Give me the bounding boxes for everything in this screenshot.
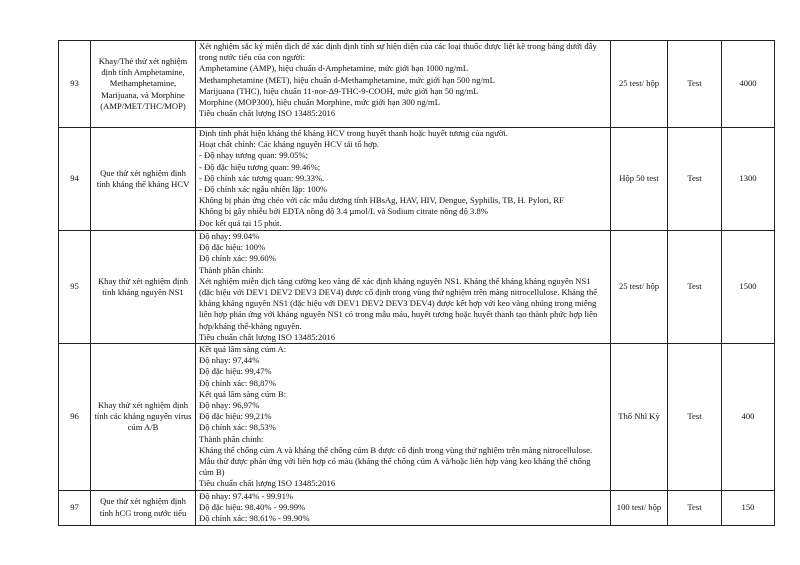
description-line: Đọc kết quả tại 15 phút. [199, 217, 282, 228]
description-line: Thành phần chính: [199, 264, 264, 275]
unit: Test [668, 344, 722, 491]
row-number: 94 [59, 128, 91, 231]
product-name: Que thử xét nghiệm định tính kháng thể kháng HCV [91, 128, 196, 231]
row-number: 97 [59, 490, 91, 525]
table-row [59, 41, 775, 128]
row-number: 95 [59, 231, 91, 344]
description-line: Tiêu chuẩn chất lượng ISO 13485:2016 [199, 108, 336, 119]
description-line: Morphine (MOP300), hiệu chuẩn Morphine, mức giới hạn 300 ng/mL [199, 97, 440, 108]
product-description [196, 344, 611, 491]
description-line: Tiêu chuẩn chất lượng ISO 13485:2016 [199, 331, 336, 342]
description-line: Amphetamine (AMP), hiệu chuẩn d-Amphetamine, mức giới hạn 1000 ng/mL [199, 63, 469, 74]
unit: Test [668, 41, 722, 128]
description-line: Độ đặc hiệu: 100% [199, 242, 266, 253]
description-line: Định tính phát hiện kháng thể kháng HCV trong huyết thanh hoặc huyết tương của người. [199, 128, 508, 138]
description-line: Xét nghiệm sắc ký miễn dịch để xác định định tính sự hiện diện của các loại thuốc được liệt kê trong bảng dưới đây trong nước tiểu của con người: [199, 41, 597, 63]
description-line: Độ chính xác: 98,87% [199, 377, 276, 388]
description-line: Tiêu chuẩn chất lượng ISO 13485:2016 [199, 478, 336, 489]
description-line: Thành phần chính: [199, 433, 264, 444]
description-line: Kháng thể chống cúm A và kháng thể chống cúm B được cố định trong vùng thử nghiệm trên màng nitrocellulose. Mẫu thử được phản ứng với liên hợp có màu (kháng thể chống cúm A và/hoặc liên hợp vàng keo kháng thể chống cúm B) [199, 444, 593, 478]
description-line: Độ nhạy: 97,44% [199, 355, 260, 366]
table-row [59, 344, 775, 491]
quantity: 4000 [722, 41, 775, 128]
description-line: Kết quả lâm sàng cúm B: [199, 388, 287, 399]
row-number: 96 [59, 344, 91, 491]
description-line: Xét nghiệm miễn dịch tăng cường keo vàng để xác định kháng nguyên NS1. Kháng thể kháng kháng nguyên NS1 (đặc hiệu với DEV1 DEV2 DEV3 DEV4) được cố định trong vùng thử nghiệm trên màng nitrocellulose. Kháng thể kháng kháng nguyên NS1 (đặc hiệu với DEV1 DEV2 DEV3 DEV4) được kết hợp với keo vàng nhúng trong miếng liên hợp phản ứng với kháng nguyên NS1 có trong mẫu máu, huyết tương hoặc huyết thanh tạo thành phức hợp liên hợp/kháng thể-kháng nguyên. [199, 275, 598, 331]
product-description [196, 490, 611, 525]
packaging: Hộp 50 test [611, 128, 668, 231]
quantity: 150 [722, 490, 775, 525]
description-line: - Độ chính xác ngẫu nhiên lặp: 100% [199, 184, 328, 195]
packaging: Thổ Nhĩ Kỳ [611, 344, 668, 491]
unit: Test [668, 231, 722, 344]
description-line: - Độ đặc hiệu tương quan: 99.46%; [199, 161, 321, 172]
description-line: Độ đặc hiệu: 99,21% [199, 411, 272, 422]
product-name: Que thử xét nghiệm định tính hCG trong nước tiểu [91, 490, 196, 525]
description-line: - Độ nhạy tương quan: 99.05%; [199, 150, 308, 161]
product-description [196, 128, 611, 231]
unit: Test [668, 128, 722, 231]
quantity: 1300 [722, 128, 775, 231]
product-description [196, 41, 611, 128]
table-row [59, 231, 775, 344]
product-table [58, 40, 775, 526]
table-row [59, 128, 775, 231]
description-line: Độ đặc hiệu: 98.40% - 99.99% [199, 501, 306, 512]
description-line: Kết quả lâm sàng cúm A: [199, 344, 287, 355]
description-line: Không bị gây nhiễu bởi EDTA nồng độ 3.4 µmol/L và Sodium citrate nồng độ 3.8% [199, 206, 488, 217]
description-line: Không bị phản ứng chéo với các mẫu dương tính HBsAg, HAV, HIV, Dengue, Syphilis, TB, H. Pylori, RF [199, 195, 564, 206]
description-line: Marijuana (THC), hiệu chuẩn 11-nor-Δ9-THC-9-COOH, mức giới hạn 50 ng/mL [199, 85, 479, 96]
unit: Test [668, 490, 722, 525]
table-row [59, 490, 775, 525]
packaging: 25 test/ hộp [611, 41, 668, 128]
quantity: 400 [722, 344, 775, 491]
row-number: 93 [59, 41, 91, 128]
description-line: Methamphetamine (MET), hiệu chuẩn d-Methamphetamine, mức giới hạn 500 ng/mL [199, 74, 495, 85]
product-description [196, 231, 611, 344]
description-line: Độ nhạy: 99.04% [199, 231, 260, 241]
quantity: 1500 [722, 231, 775, 344]
description-line: Độ đặc hiệu: 99,47% [199, 366, 272, 377]
description-line: Độ chính xác: 99.60% [199, 253, 276, 264]
product-name: Khay/Thẻ thử xét nghiệm định tính Amphetamine, Methamphetamine, Marijuana, và Morphine (AMP/MET/THC/MOP) [91, 41, 196, 128]
description-line: Hoạt chất chính: Các kháng nguyên HCV tái tổ hợp. [199, 139, 380, 150]
packaging: 100 test/ hộp [611, 490, 668, 525]
packaging: 25 test/ hộp [611, 231, 668, 344]
description-line: - Độ chính xác tương quan: 99.33%. [199, 172, 325, 183]
description-line: Độ nhạy: 96,97% [199, 400, 260, 411]
description-line: Độ chính xác: 98.61% - 99.90% [199, 513, 310, 524]
product-name: Khay thử xét nghiệm định tính kháng nguyên NS1 [91, 231, 196, 344]
product-name: Khay thử xét nghiệm định tính các kháng nguyên virus cúm A/B [91, 344, 196, 491]
description-line: Độ chính xác: 98,53% [199, 422, 276, 433]
description-line: Độ nhạy: 97.44% - 99.91% [199, 490, 294, 501]
